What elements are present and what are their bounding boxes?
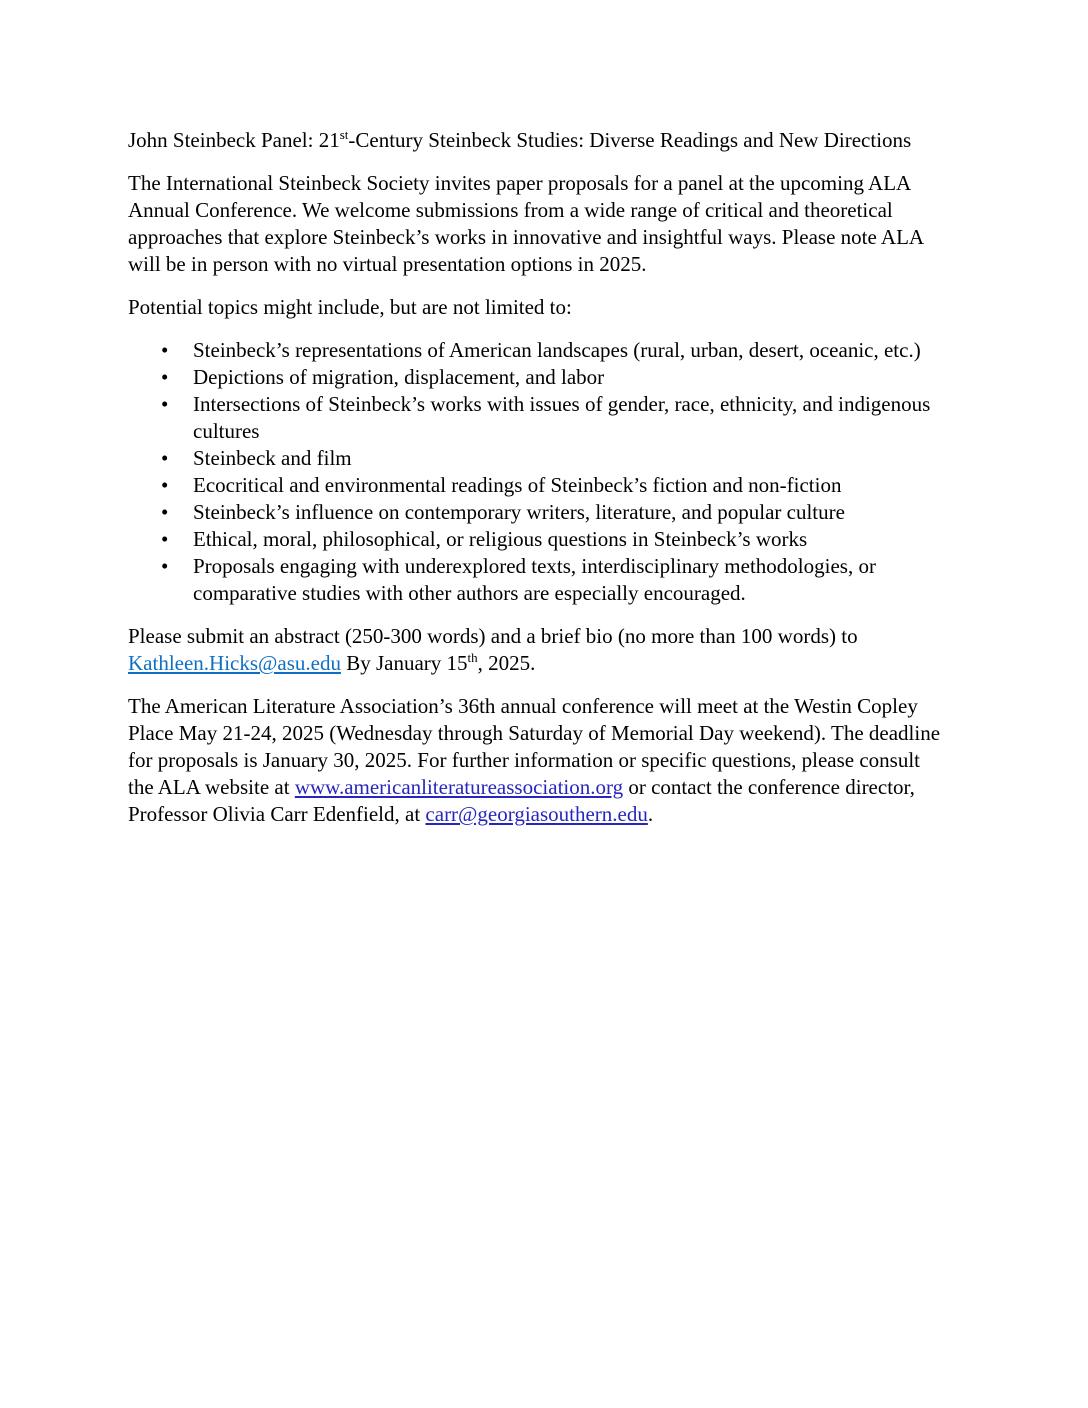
intro-paragraph: The International Steinbeck Society invites paper proposals for a panel at the upcoming ALA Annual Conference. We welcome submissions from a wide range of critical and theoretical approaches that explore Steinbeck’s works in innovative and insightful ways. Please note ALA will be in person with no virtual presentation options in 2025. [128,171,923,276]
topics-lead-in: Potential topics might include, but are not limited to: [128,295,572,319]
submission-text-before-link: Please submit an abstract (250-300 words) and a brief bio (no more than 100 words) to [128,624,858,648]
conference-text-1: The American Literature Association’s 36th annual conference will meet at the Westin Copley Place May 21-24, 2025 (Wednesday through Saturday of Memorial Day weekend). The deadline for proposals is January 30, 2025. For further information or specific questions, please consult the ALA website at [128,694,941,799]
list-item-influence: • Steinbeck’s influence on contemporary writers, literature, and popular culture [128,499,948,526]
list-item-ecocritical: • Ecocritical and environmental readings of Steinbeck’s fiction and non-fiction [128,472,948,499]
kathleen-email-link[interactable]: Kathleen.Hicks@asu.edu [128,651,341,675]
topics-list [128,337,948,607]
conference-director-email-link[interactable]: carr@georgiasouthern.edu [425,802,648,826]
list-item-migration: • Depictions of migration, displacement, and labor [128,364,948,391]
document-title [128,127,948,154]
list-item-intersections: • Intersections of Steinbeck’s works with issues of gender, race, ethnicity, and indigenous cultures [128,391,948,445]
ala-website-link[interactable]: www.americanliteratureassociation.org [294,775,624,799]
list-item-film: • Steinbeck and film [128,445,948,472]
submission-paragraph [128,623,948,677]
conference-text-3: . [647,802,654,826]
list-item-landscapes: • Steinbeck’s representations of American landscapes (rural, urban, desert, oceanic, etc.) [128,337,948,364]
list-item-ethical: • Ethical, moral, philosophical, or religious questions in Steinbeck’s works [128,526,948,553]
submission-text-end: , 2025. [477,651,536,675]
title-superscript: st [339,127,349,142]
conference-paragraph [128,693,948,828]
list-item-proposals: • Proposals engaging with underexplored texts, interdisciplinary methodologies, or comparative studies with other authors are especially encouraged. [128,553,948,607]
title-text-before-superscript: John Steinbeck Panel: 21 [128,128,340,152]
date-superscript: th [467,650,478,665]
submission-text-after-link: By January 15 [340,651,468,675]
conference-text-2: or contact the conference director, Professor Olivia Carr Edenfield, at [128,775,915,826]
title-text-after-superscript: -Century Steinbeck Studies: Diverse Readings and New Directions [348,128,912,152]
